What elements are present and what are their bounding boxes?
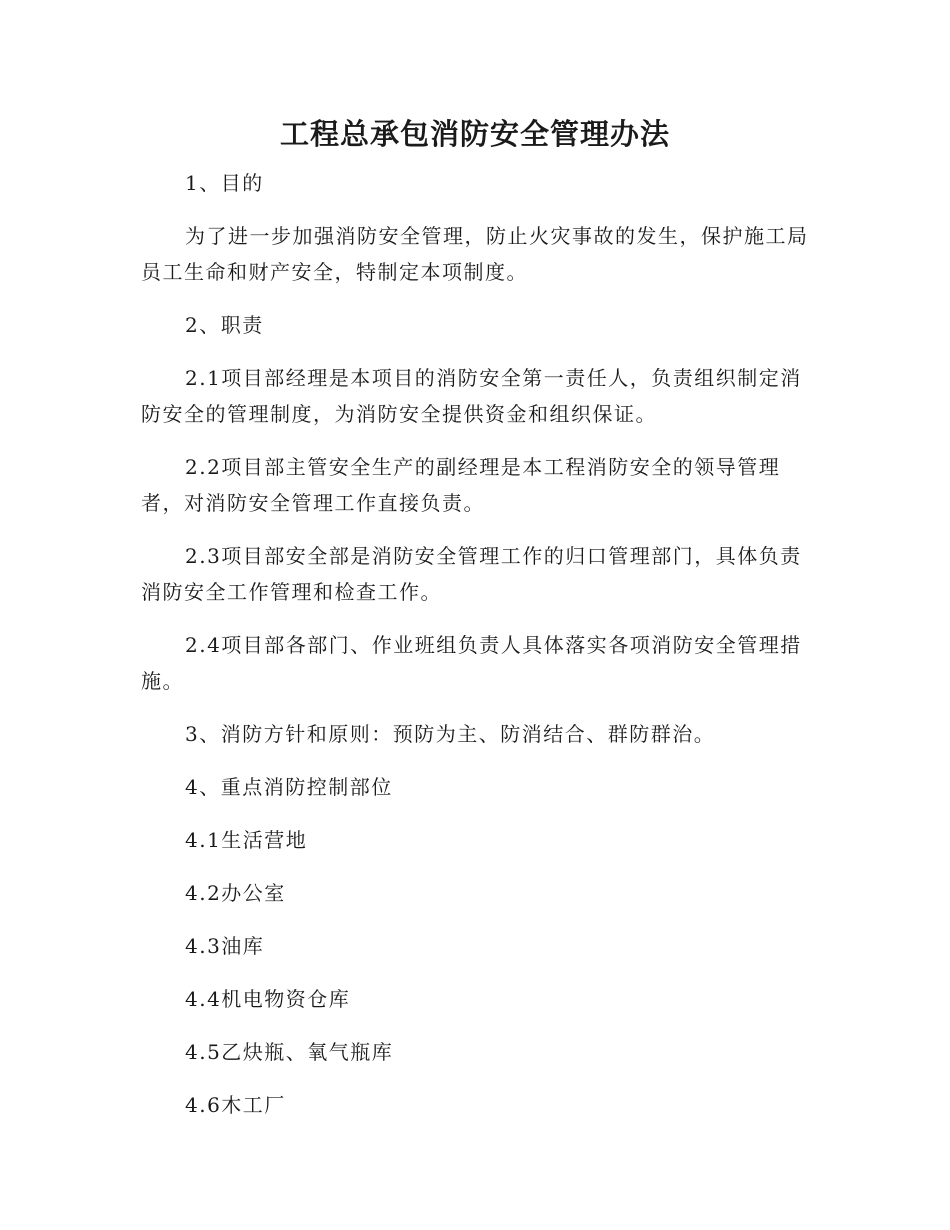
document-title: 工程总承包消防安全管理办法 [279, 117, 670, 151]
paragraph-purpose: 为了进一步加强消防安全管理，防止火灾事故的发生，保护施工局员工生命和财产安全，特制定本项制度。 [141, 224, 809, 284]
section-heading-duties: 2、职责 [185, 313, 264, 337]
paragraph-duty-2-3: 2.3项目部安全部是消防安全管理工作的归口管理部门，具体负责消防安全工作管理和检查工作。 [141, 544, 802, 604]
section-heading-key-areas: 4、重点消防控制部位 [185, 775, 393, 799]
section-heading-purpose: 1、目的 [185, 171, 264, 195]
paragraph-duty-2-1: 2.1项目部经理是本项目的消防安全第一责任人，负责组织制定消防安全的管理制度，为消防安全提供资金和组织保证。 [141, 366, 802, 426]
paragraph-policy: 3、消防方针和原则：预防为主、防消结合、群防群治。 [185, 722, 716, 746]
list-item-4-4: 4.4机电物资仓库 [185, 987, 351, 1011]
document-body [141, 165, 813, 1140]
paragraph-duty-2-4: 2.4项目部各部门、作业班组负责人具体落实各项消防安全管理措施。 [141, 633, 802, 693]
list-item-4-5: 4.5乙炔瓶、氧气瓶库 [185, 1040, 394, 1064]
list-item-4-1: 4.1生活营地 [185, 828, 308, 852]
paragraph-duty-2-2: 2.2项目部主管安全生产的副经理是本工程消防安全的领导管理者，对消防安全管理工作直接负责。 [141, 455, 781, 515]
list-item-4-6: 4.6木工厂 [185, 1093, 286, 1117]
list-item-4-3: 4.3油库 [185, 934, 265, 958]
list-item-4-2: 4.2办公室 [185, 881, 286, 905]
